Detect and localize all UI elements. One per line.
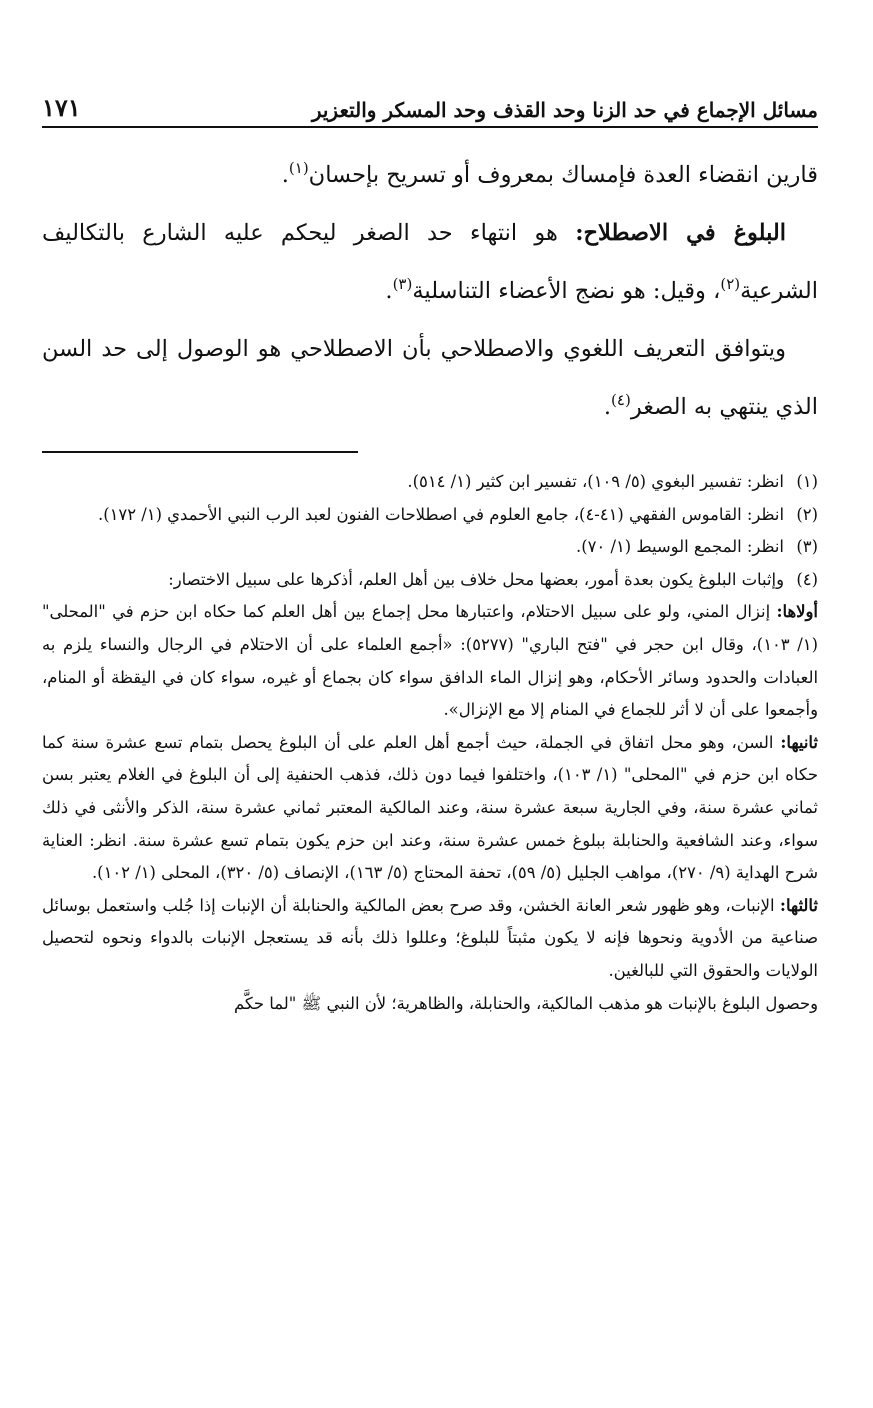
- paragraph-2-mid: ، وقيل: هو نضج الأعضاء التناسلية: [412, 278, 721, 304]
- paragraph-2-end: .: [385, 278, 393, 304]
- footnotes: [42, 466, 818, 1020]
- main-text: [42, 146, 818, 436]
- footnote-ref-4: (٤): [611, 391, 631, 409]
- footnote-ref-3: (٣): [392, 275, 413, 293]
- paragraph-3: [42, 320, 818, 436]
- footnote-2: [42, 499, 818, 532]
- third-sign-lead: ثالثها:: [779, 895, 818, 915]
- footnote-4-closing: [42, 988, 818, 1021]
- footnote-4-first-sign: [42, 596, 818, 726]
- paragraph-2: [42, 204, 818, 320]
- definition-term: البلوغ في الاصطلاح:: [575, 220, 786, 246]
- first-sign-lead: أولاها:: [776, 602, 818, 622]
- footnote-number: (٣): [796, 537, 818, 557]
- third-sign-text: الإنبات، وهو ظهور شعر العانة الخشن، وقد صرح بعض المالكية والحنابلة أن الإنبات إذا جُلب واستعمل بوسائل صناعية من الأدوية ونحوها فإنه لا يكون مثبتاً للبلوغ؛ وعللوا ذلك بأنه قد يستعجل الإنبات بالدواء ونحوه لتحصيل الولايات والحقوق التي للبالغين.: [42, 895, 818, 980]
- footnote-ref-1: (١): [288, 159, 309, 177]
- header-rule: [42, 126, 818, 128]
- footnote-number: (٢): [796, 504, 818, 524]
- footnote-4: [42, 564, 818, 597]
- paragraph-3-text: ويتوافق التعريف اللغوي والاصطلاحي بأن الاصطلاحي هو الوصول إلى حد السن الذي ينتهي به الصغر: [42, 336, 818, 420]
- running-title: مسائل الإجماع في حد الزنا وحد القذف وحد المسكر والتعزير: [311, 98, 818, 122]
- footnote-1: [42, 466, 818, 499]
- footnote-separator: [42, 451, 358, 453]
- footnote-number: (١): [796, 472, 818, 491]
- running-header: [42, 82, 818, 122]
- footnote-text: وإثبات البلوغ يكون بعدة أمور، بعضها محل خلاف بين أهل العلم، أذكرها على سبيل الاختصار:: [168, 569, 784, 589]
- footnote-text: انظر: القاموس الفقهي (٤١-٤)، جامع العلوم في اصطلاحات الفنون لعبد الرب النبي الأحمدي (١/ ١٧٢).: [97, 504, 784, 524]
- footnote-ref-2: (٢): [720, 275, 741, 293]
- closing-text: وحصول البلوغ بالإنبات هو مذهب المالكية، والحنابلة، والظاهرية؛ لأن النبي ﷺ "لما حكَّم: [233, 993, 818, 1013]
- footnote-number: (٤): [796, 569, 818, 589]
- first-sign-text: إنزال المني، ولو على سبيل الاحتلام، واعتبارها محل إجماع بين أهل العلم كما حكاه ابن حزم في "المحلى" (١/ ١٠٣)، وقال ابن حجر في "فتح الباري" (٥٢٧٧): «أجمع العلماء على أن الاحتلام في الرجال والنساء يلزم به العبادات والحدود وسائر الأحكام، وهو إنزال الماء الدافق سواء كان بجماع أو غيره، سواء كان في اليقظة أو المنام، وأجمعوا على أن لا أثر للجماع في المنام إلا مع الإنزال».: [42, 602, 819, 720]
- footnote-3: [42, 531, 818, 564]
- paragraph-1: [42, 146, 818, 204]
- page-number: ١٧١: [42, 93, 81, 122]
- second-sign-lead: ثانيها:: [780, 732, 818, 752]
- second-sign-text: السن، وهو محل اتفاق في الجملة، حيث أجمع أهل العلم على أن البلوغ يحصل بتمام تسع عشرة سنة كما حكاه ابن حزم في "المحلى" (١/ ١٠٣)، واختلفوا فيما دون ذلك، فذهب الحنفية إلى أن البلوغ في الغلام يعتبر بسن ثماني عشرة سنة، وفي الجارية سبعة عشرة سنة، وعند المالكية المعتبر ثماني عشرة سنة، الذكر والأنثى في ذلك سواء، وعند الشافعية والحنابلة ببلوغ خمس عشرة سنة، وعند ابن حزم يكون بتمام تسع عشرة سنة. انظر: العناية شرح الهداية (٩/ ٢٧٠)، مواهب الجليل (٥/ ٥٩)، تحفة المحتاج (٥/ ١٦٣)، الإنصاف (٥/ ٣٢٠)، المحلى (١/ ١٠٢).: [42, 732, 818, 883]
- paragraph-1-end: .: [281, 162, 289, 188]
- footnote-text: انظر: المجمع الوسيط (١/ ٧٠).: [576, 537, 784, 557]
- footnote-4-third-sign: [42, 890, 818, 988]
- footnote-text: انظر: تفسير البغوي (٥/ ١٠٩)، تفسير ابن كثير (١/ ٥١٤).: [407, 472, 784, 491]
- paragraph-1-text: قارين انقضاء العدة فإمساك بمعروف أو تسريح بإحسان: [308, 162, 818, 188]
- paragraph-3-end: .: [603, 394, 612, 420]
- footnote-4-second-sign: [42, 727, 818, 890]
- page: [42, 0, 818, 1408]
- paragraph-2-text: هو انتهاء حد الصغر ليحكم عليه الشارع بالتكاليف الشرعية: [42, 220, 818, 304]
